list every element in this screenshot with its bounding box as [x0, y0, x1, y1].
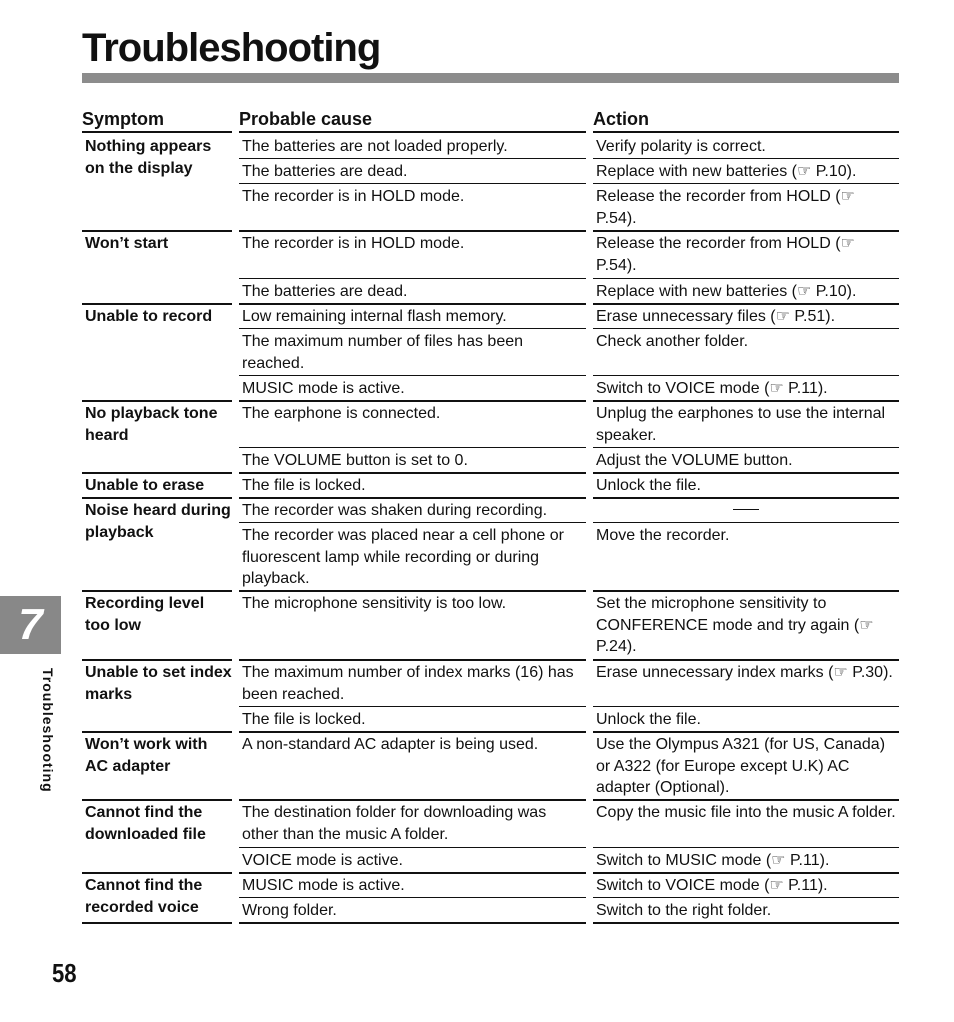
no-action-dash	[733, 509, 759, 510]
action-cell: Unplug the earphones to use the internal speaker.	[596, 405, 886, 444]
header-probable-cause: Probable cause	[239, 109, 373, 129]
probable-cause-cell: The VOLUME button is set to 0.	[242, 452, 468, 469]
action-cell: Adjust the VOLUME button.	[596, 452, 793, 469]
action-cell: Replace with new batteries (☞ P.10).	[596, 163, 857, 180]
action-cell: Unlock the file.	[596, 477, 701, 494]
probable-cause-cell: The maximum number of files has been reached.	[242, 333, 524, 372]
action-cell: Switch to MUSIC mode (☞ P.11).	[596, 852, 830, 869]
action-cell: Copy the music file into the music A folder.	[596, 804, 896, 821]
probable-cause-cell: The file is locked.	[242, 711, 366, 728]
probable-cause-cell: The earphone is connected.	[242, 405, 441, 422]
chapter-number-tab: 7	[0, 596, 61, 654]
action-cell: Erase unnecessary index marks (☞ P.30).	[596, 664, 893, 681]
side-section-label	[38, 668, 58, 808]
probable-cause-cell: Low remaining internal flash memory.	[242, 308, 507, 325]
action-cell	[596, 498, 896, 522]
action-cell: Move the recorder.	[596, 527, 730, 544]
probable-cause-cell: The batteries are not loaded properly.	[242, 138, 508, 155]
probable-cause-cell: The recorder is in HOLD mode.	[242, 235, 465, 252]
action-cell: Use the Olympus A321 (for US, Canada) or A322 (for Europe except U.K) AC adapter (Optional).	[596, 736, 886, 796]
probable-cause-cell: MUSIC mode is active.	[242, 877, 405, 894]
action-cell: Release the recorder from HOLD (☞ P.54).	[596, 235, 855, 274]
header-action: Action	[593, 109, 649, 129]
action-cell: Erase unnecessary files (☞ P.51).	[596, 308, 836, 325]
cause-row-divider	[239, 922, 586, 924]
action-cell: Release the recorder from HOLD (☞ P.54).	[596, 188, 855, 227]
symptom-cell: Nothing appears on the display	[85, 138, 212, 177]
probable-cause-cell: The maximum number of index marks (16) has been reached.	[242, 664, 574, 703]
probable-cause-cell: The recorder was placed near a cell phone or fluorescent lamp while recording or during playback.	[242, 527, 564, 587]
action-cell: Set the microphone sensitivity to CONFERENCE mode and try again (☞ P.24).	[596, 595, 874, 655]
symptom-cell: Unable to erase	[85, 477, 205, 494]
header-symptom: Symptom	[82, 109, 165, 129]
probable-cause-cell: The recorder is in HOLD mode.	[242, 188, 465, 205]
page-title: Troubleshooting	[82, 26, 381, 70]
symptom-cell: Recording level too low	[85, 595, 205, 634]
probable-cause-cell: The microphone sensitivity is too low.	[242, 595, 507, 612]
action-cell: Switch to VOICE mode (☞ P.11).	[596, 380, 828, 397]
probable-cause-cell: The batteries are dead.	[242, 163, 408, 180]
symptom-cell: Noise heard during playback	[85, 502, 231, 541]
probable-cause-cell: The recorder was shaken during recording.	[242, 502, 548, 519]
action-row-divider	[593, 922, 899, 924]
probable-cause-cell: Wrong folder.	[242, 902, 337, 919]
probable-cause-cell: The file is locked.	[242, 477, 366, 494]
probable-cause-cell: A non-standard AC adapter is being used.	[242, 736, 539, 753]
symptom-cell: Unable to set index marks	[85, 664, 232, 703]
symptom-cell: Won’t start	[85, 235, 169, 252]
probable-cause-cell: The batteries are dead.	[242, 283, 408, 300]
action-cell: Unlock the file.	[596, 711, 701, 728]
symptom-cell: Won’t work with AC adapter	[85, 736, 208, 775]
action-cell: Replace with new batteries (☞ P.10).	[596, 283, 857, 300]
page-number: 58	[52, 958, 77, 988]
side-section-label-text: Troubleshooting	[40, 668, 56, 793]
action-cell: Switch to VOICE mode (☞ P.11).	[596, 877, 828, 894]
action-cell: Verify polarity is correct.	[596, 138, 766, 155]
action-cell: Check another folder.	[596, 333, 749, 350]
probable-cause-cell: The destination folder for downloading was other than the music A folder.	[242, 804, 547, 843]
symptom-cell: Cannot find the recorded voice	[85, 877, 203, 916]
symptom-group-divider	[82, 922, 232, 924]
action-cell: Switch to the right folder.	[596, 902, 772, 919]
symptom-cell: No playback tone heard	[85, 405, 218, 444]
symptom-cell: Cannot find the downloaded file	[85, 804, 206, 843]
symptom-cell: Unable to record	[85, 308, 213, 325]
probable-cause-cell: MUSIC mode is active.	[242, 380, 405, 397]
probable-cause-cell: VOICE mode is active.	[242, 852, 403, 869]
